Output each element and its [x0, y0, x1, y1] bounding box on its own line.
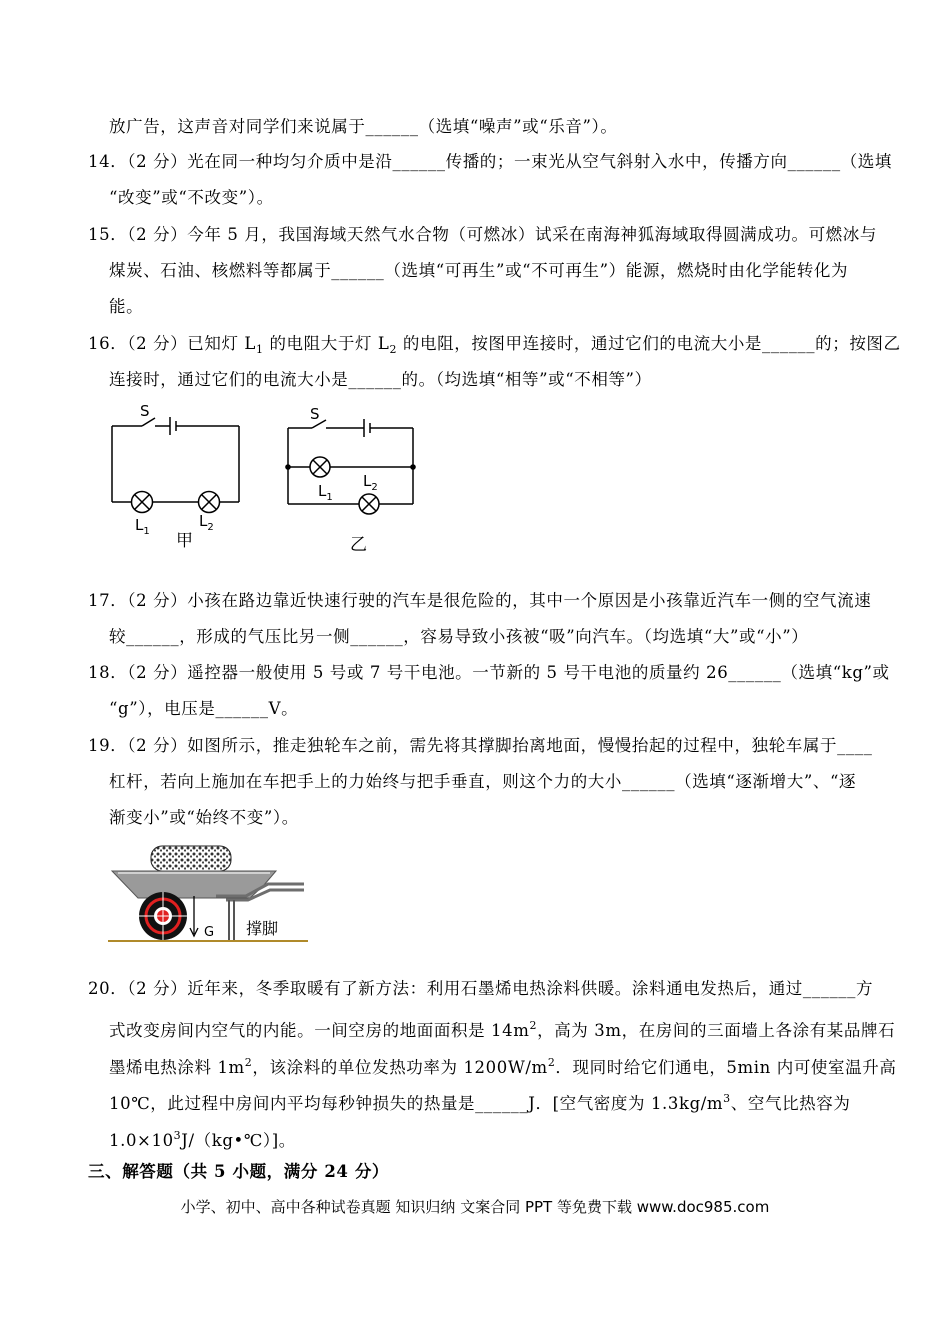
question-18-line-2: “g”），电压是______V。	[109, 699, 299, 718]
question-18-line-1	[88, 663, 890, 683]
text: ，该涂料的单位发热功率为 1200W/m	[252, 1058, 548, 1077]
superscript: 2	[244, 1056, 253, 1069]
lamp-l2-label: $L_2$	[363, 472, 378, 493]
circuit-diagram-yi	[280, 400, 430, 555]
prop-label: 撑脚	[246, 919, 279, 938]
question-20-line-4	[109, 1089, 850, 1114]
question-15-line-2: 煤炭、石油、核燃料等都属于______（选填“可再生”或“不可再生”）能源，燃烧时由化学能转化为	[109, 261, 849, 280]
question-18-number: 18．	[88, 663, 128, 682]
question-14-text: （2 分）光在同一种均匀介质中是沿______传播的；一束光从空气斜射入水中，传播方向______（选填	[127, 152, 892, 171]
question-17-number: 17．	[88, 591, 128, 610]
question-16-text-b: 的电阻大于灯 L	[263, 334, 390, 353]
question-16-line-1	[88, 334, 901, 360]
question-19-text: （2 分）如图所示，推走独轮车之前，需先将其撑脚抬离地面，慢慢抬起的过程中，独轮车属于____	[127, 736, 873, 755]
question-15-text: （2 分）今年 5 月，我国海域天然气水合物（可燃冰）试采在南海神狐海域取得圆满成功。可燃冰与	[127, 225, 877, 244]
question-17-line-1	[88, 591, 871, 611]
switch-label: S	[310, 405, 320, 423]
junction-dot	[285, 464, 291, 470]
superscript: 2	[529, 1019, 538, 1032]
question-15-number: 15．	[88, 225, 128, 244]
superscript: 2	[547, 1056, 556, 1069]
question-14-line-2: “改变”或“不改变”）。	[109, 188, 274, 207]
text: 式改变房间内空气的内能。一间空房的地面面积是 14m	[109, 1021, 530, 1040]
question-15-line-3: 能。	[109, 297, 144, 316]
question-20-text: （2 分）近年来，冬季取暖有了新方法：利用石墨烯电热涂料供暖。涂料通电发热后，通过______方	[127, 979, 874, 998]
lamp-l2-label: $L_2$	[199, 512, 214, 533]
question-19-number: 19．	[88, 736, 128, 755]
lamp-l2	[199, 492, 220, 513]
text: ．现同时给它们通电，5min 内可使室温升高	[555, 1058, 897, 1077]
wheelbarrow-figure	[108, 840, 308, 950]
junction-dot	[410, 464, 416, 470]
text: 1.0×10	[109, 1131, 174, 1150]
question-16-number: 16．	[88, 334, 128, 353]
superscript: 3	[723, 1092, 731, 1105]
question-16-sub-2: 2	[389, 343, 398, 356]
text: 、空气比热容为	[730, 1094, 851, 1113]
question-14-number: 14．	[88, 152, 128, 171]
question-20-line-3	[109, 1053, 896, 1078]
line-13-continued: 放广告，这声音对同学们来说属于______（选填“噪声”或“乐音”）。	[109, 117, 618, 136]
figure-caption-jia: 甲	[176, 531, 193, 551]
gravity-arrow	[190, 896, 198, 936]
circuit-diagram-jia	[100, 400, 250, 555]
question-20-line-1	[88, 979, 873, 999]
section-3-heading: 三、解答题（共 5 小题，满分 24 分）	[88, 1162, 390, 1181]
question-17-line-2: 较______，形成的气压比另一侧______，容易导致小孩被“吸”向汽车。（均选填“大”或“小”）	[109, 627, 809, 646]
lamp-l1	[310, 457, 330, 477]
text: 10℃，此过程中房间内平均每秒钟损失的热量是______J．[空气密度为 1.3kg/m	[109, 1094, 724, 1113]
question-15-line-1	[88, 225, 877, 245]
question-19-line-2: 杠杆，若向上施加在车把手上的力始终与把手垂直，则这个力的大小______（选填“逐渐增大”、“逐	[109, 772, 857, 791]
question-19-line-3: 渐变小”或“始终不变”）。	[109, 808, 299, 827]
question-16-text-a: （2 分）已知灯 L	[127, 334, 256, 353]
question-20-number: 20．	[88, 979, 128, 998]
question-20-line-5	[109, 1126, 296, 1151]
wheel	[139, 892, 187, 940]
question-19-line-1	[88, 736, 873, 756]
question-17-text: （2 分）小孩在路边靠近快速行驶的汽车是很危险的，其中一个原因是小孩靠近汽车一侧的空气流速	[127, 591, 872, 610]
load-gravel	[151, 846, 231, 871]
lamp-l1-label: $L_1$	[318, 482, 333, 503]
text: J/（kg•℃）]。	[181, 1131, 296, 1150]
question-16-line-2: 连接时，通过它们的电流大小是______的。（均选填“相等”或“不相等”）	[109, 370, 652, 389]
gravity-label: G	[204, 925, 215, 940]
figure-caption-yi: 乙	[350, 535, 367, 555]
question-14-line-1	[88, 152, 892, 172]
lamp-l1-label: $L_1$	[135, 516, 150, 537]
switch-label: S	[140, 402, 150, 420]
question-16-text-c: 的电阻，按图甲连接时，通过它们的电流大小是______的；按图乙	[397, 334, 901, 353]
lamp-l2	[359, 494, 379, 514]
question-16-sub-1: 1	[256, 343, 264, 356]
page-footer: 小学、初中、高中各种试卷真题 知识归纳 文案合同 PPT 等免费下载 www.doc985.com	[180, 1198, 770, 1216]
question-20-line-2	[109, 1016, 895, 1041]
superscript: 3	[173, 1129, 182, 1142]
lamp-l1	[132, 492, 153, 513]
question-18-text: （2 分）遥控器一般使用 5 号或 7 号干电池。一节新的 5 号干电池的质量约 26______（选填“kg”或	[127, 663, 890, 682]
text: 墨烯电热涂料 1m	[109, 1058, 245, 1077]
text: ，高为 3m，在房间的三面墙上各涂有某品牌石	[537, 1021, 896, 1040]
